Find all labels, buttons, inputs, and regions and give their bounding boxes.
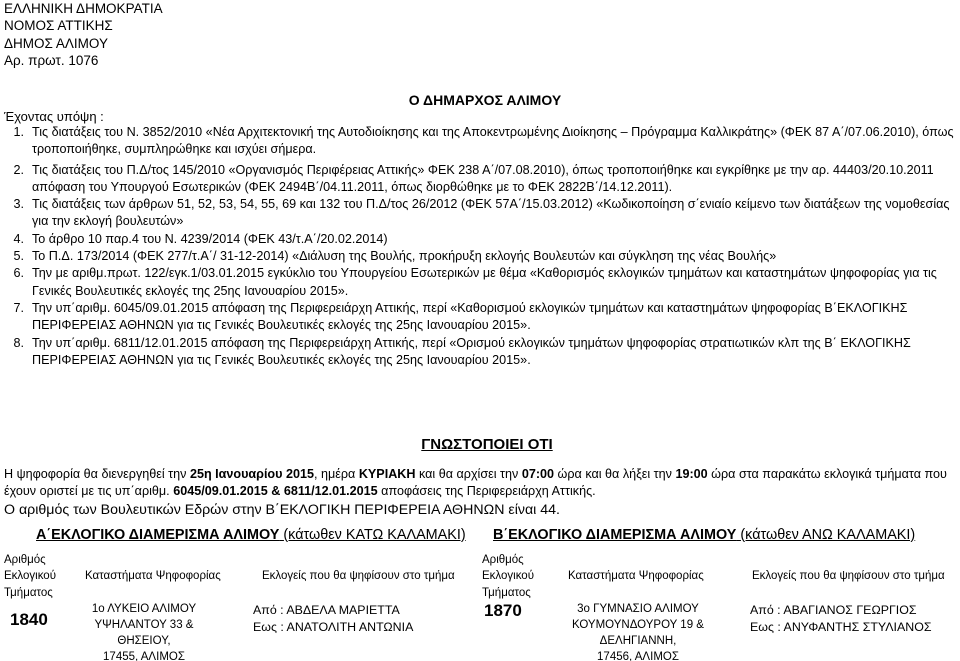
- header-protocol-number: Αρ. πρωτ. 1076: [4, 53, 99, 69]
- right-voter-range: Από : ΑΒΑΓΙΑΝΟΣ ΓΕΩΡΓΙΟΣ Εως : ΑΝΥΦΑΝΤΗΣ ΣΤΥΛΙΑΝΟΣ: [750, 603, 932, 634]
- announcement-heading: ΓΝΩΣΤΟΠΟΙΕΙ ΟΤΙ: [421, 436, 553, 453]
- left-polling-station: 1ο ΛΥΚΕΙΟ ΑΛΙΜΟΥ ΥΨΗΛΑΝΤΟΥ 33 & ΘΗΣΕΙΟΥ, 17455, ΑΛΙΜΟΣ: [91, 603, 197, 661]
- district-a-title: Α΄ΕΚΛΟΓΙΚΟ ΔΙΑΜΕΡΙΣΜΑ ΑΛΙΜΟΥ (κάτωθεν ΚΑΤΩ ΚΑΛΑΜΑΚΙ): [36, 527, 466, 543]
- list-item: 5. Το Π.Δ. 173/2014 (ΦΕΚ 277/τ.Α΄/ 31-12-2014) «Διάλυση της Βουλής, προκήρυξη εκλογής Βουλευτών και σύγκληση της νέας Βουλής»: [13, 249, 777, 264]
- list-item: 6. Την με αριθμ.πρωτ. 122/εγκ.1/03.01.2015 εγκύκλιο του Υπουργείου Εσωτερικών με θέμα «Καθορισμός εκλογικών τμημάτων και καταστημάτων ψηφοφορίας για τις Γενικές Βουλευτικές εκλογές της 25ης Ιανουαρίου 2015».: [13, 266, 937, 298]
- district-b-title: Β΄ΕΚΛΟΓΙΚΟ ΔΙΑΜΕΡΙΣΜΑ ΑΛΙΜΟΥ (κάτωθεν ΑΝΩ ΚΑΛΑΜΑΚΙ): [493, 527, 916, 543]
- right-col-stations-header: Καταστήματα Ψηφοφορίας: [568, 570, 704, 582]
- document-title: Ο ΔΗΜΑΡΧΟΣ ΑΛΙΜΟΥ: [408, 92, 562, 108]
- right-col-section-number-header: Αριθμός Εκλογικού Τμήματος: [482, 554, 534, 599]
- left-col-section-number-header: Αριθμός Εκλογικού Τμήματος: [4, 554, 56, 599]
- left-section-number: 1840: [10, 610, 48, 629]
- considering-label: Έχοντας υπόψη :: [4, 109, 104, 124]
- left-voter-range: Από : ΑΒΔΕΛΑ ΜΑΡΙΕΤΤΑ Εως : ΑΝΑΤΟΛΙΤΗ ΑΝΤΩΝΙΑ: [253, 603, 414, 634]
- list-item: 1. Τις διατάξεις του Ν. 3852/2010 «Νέα Αρχιτεκτονική της Αυτοδιοίκησης και της Αποκεντρωμένης Διοίκησης – Πρόγραμμα Καλλικράτης» (ΦΕΚ 87 Α΄/07.06.2010), όπως τροποποιήθηκε, συμπληρώθηκε και ισχύει σήμερα.: [13, 125, 954, 157]
- list-item: 4. Το άρθρο 10 παρ.4 του Ν. 4239/2014 (ΦΕΚ 43/τ.Α΄/20.02.2014): [13, 231, 388, 246]
- list-item: 2. Τις διατάξεις του Π.Δ/τος 145/2010 «Οργανισμός Περιφέρειας Αττικής» ΦΕΚ 238 Α΄/07.08.2010), όπως τροποποιήθηκε και εγκρίθηκε με την αρ. 44403/20.10.2011 απόφαση του Υπουργού Εσωτερικών (ΦΕΚ 2494Β΄/04.11.2011, όπως διορθώθηκε με το ΦΕΚ 2822Β΄/14.12.2011).: [13, 162, 934, 194]
- document-header: [4, 0, 163, 70]
- legal-references-list: [4, 124, 956, 369]
- right-col-voters-header: Εκλογείς που θα ψηφίσουν στο τμήμα: [752, 570, 945, 582]
- header-prefecture: ΝΟΜΟΣ ΑΤΤΙΚΗΣ: [4, 18, 113, 34]
- seats-statement: Ο αριθμός των Βουλευτικών Εδρών στην Β΄ΕΚΛΟΓΙΚΗ ΠΕΡΙΦΕΡΕΙΑ ΑΘΗΝΩΝ είναι 44.: [4, 502, 560, 518]
- list-item: 3. Τις διατάξεις των άρθρων 51, 52, 53, 54, 55, 69 και 132 του Π.Δ/τος 26/2012 (ΦΕΚ 57Α΄/15.03.2012) «Κωδικοποίηση σ΄ενιαίο κείμενο των διατάξεων της νομοθεσίας για την εκλογή βουλευτών»: [13, 197, 950, 229]
- left-col-voters-header: Εκλογείς που θα ψηφίσουν στο τμήμα: [262, 570, 455, 582]
- header-republic: ΕΛΛΗΝΙΚΗ ΔΗΜΟΚΡΑΤΙΑ: [4, 1, 163, 16]
- list-item: 7. Την υπ΄αριθμ. 6045/09.01.2015 απόφαση της Περιφερειάρχη Αττικής, περί «Καθορισμού εκλογικών τμημάτων και καταστημάτων ψηφοφορίας Β΄ΕΚΛΟΓΙΚΗΣ ΠΕΡΙΦΕΡΕΙΑΣ ΑΘΗΝΩΝ για τις Γενικές Βουλευτικές εκλογές της 25ης Ιανουαρίου 2015».: [13, 300, 908, 333]
- voting-paragraph: Η ψηφοφορία θα διενεργηθεί την 25η Ιανουαρίου 2015, ημέρα ΚΥΡΙΑΚΗ και θα αρχίσει την 07:00 ώρα και θα λήξει την 19:00 ώρα στα παρακάτω εκλογικά τμήματα που έχουν οριστεί με τις υπ΄αριθμ. 6045/09.01.2015 & 6811/12.01.2015 αποφάσεις της Περιφερειάρχη Αττικής.: [4, 467, 947, 499]
- header-municipality: ΔΗΜΟΣ ΑΛΙΜΟΥ: [4, 35, 108, 51]
- right-polling-station: 3ο ΓΥΜΝΑΣΙΟ ΑΛΙΜΟΥ ΚΟΥΜΟΥΝΔΟΥΡΟΥ 19 & ΔΕΛΗΓΙΑΝΝΗ, 17456, ΑΛΙΜΟΣ: [572, 603, 704, 661]
- left-col-stations-header: Καταστήματα Ψηφοφορίας: [85, 570, 221, 582]
- right-section-number: 1870: [484, 601, 522, 620]
- list-item: 8. Την υπ΄αριθμ. 6811/12.01.2015 απόφαση της Περιφερειάρχη Αττικής, περί «Ορισμού εκλογικών τμημάτων ψηφοφορίας στρατιωτικών κλπ της Β΄ ΕΚΛΟΓΙΚΗΣ ΠΕΡΙΦΕΡΕΙΑΣ ΑΘΗΝΩΝ για τις Γενικές Βουλευτικές εκλογές της 25ης Ιανουαρίου 2015».: [13, 335, 911, 367]
